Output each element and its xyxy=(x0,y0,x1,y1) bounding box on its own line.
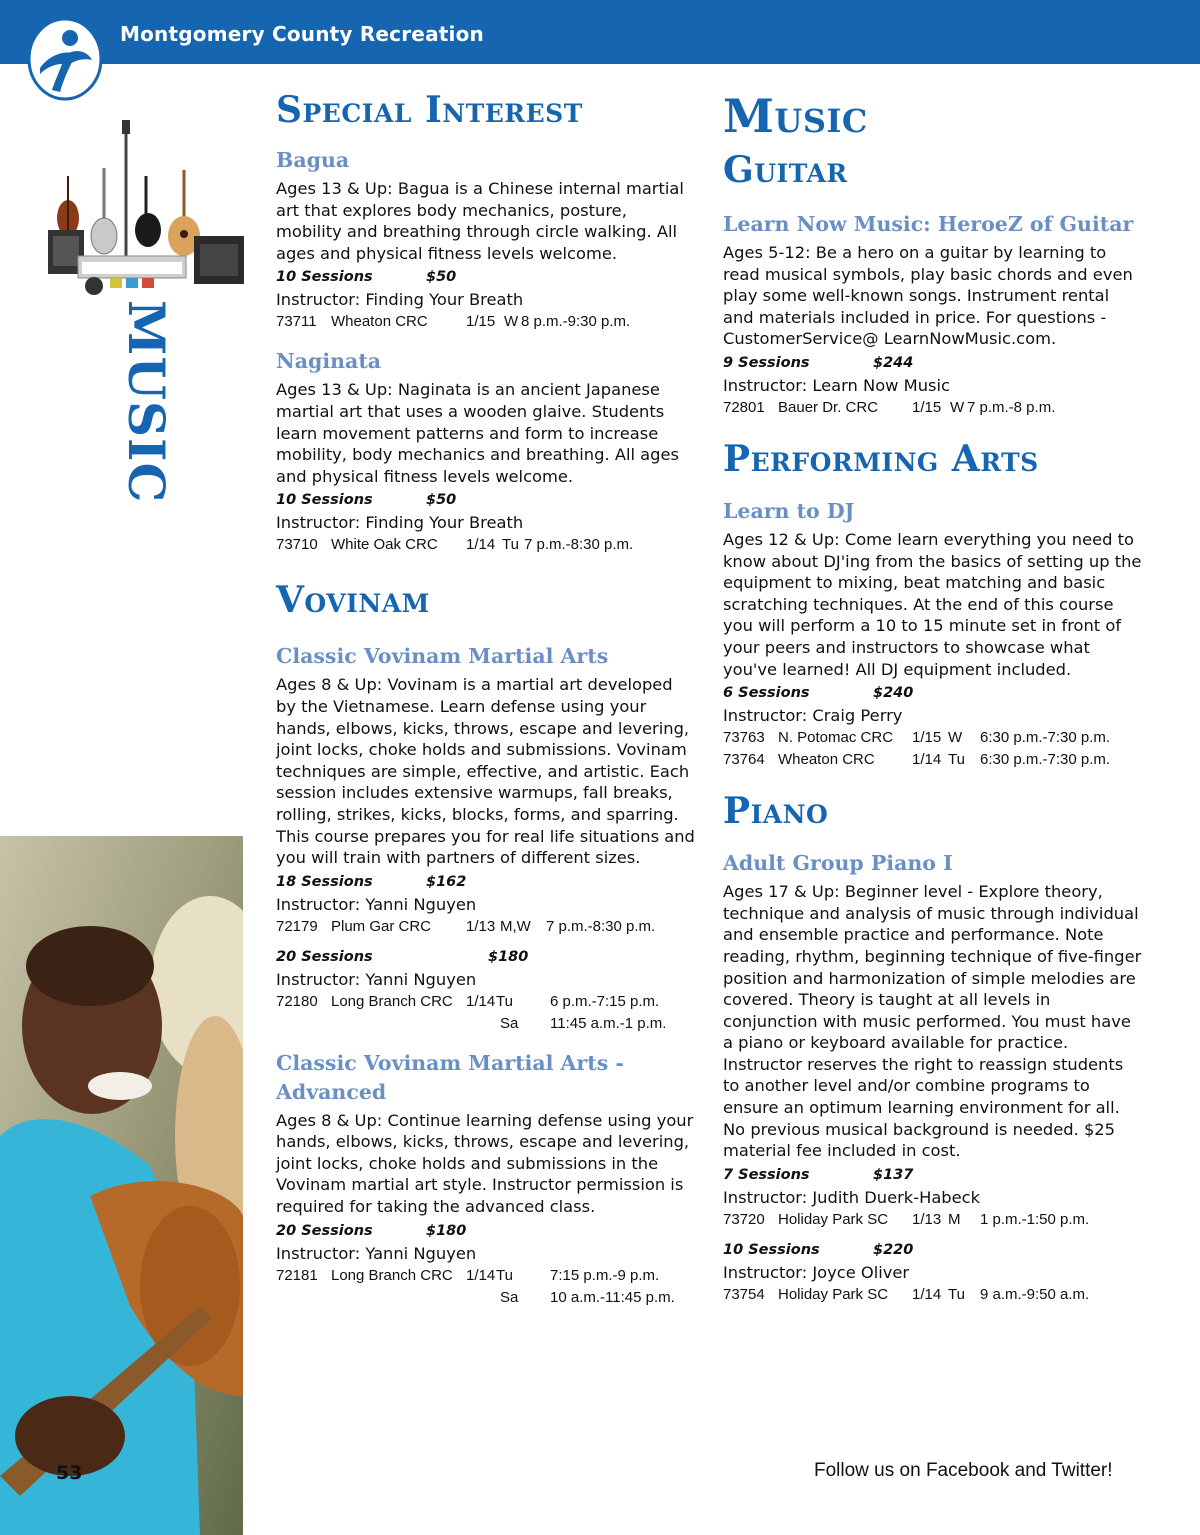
section-heading-guitar: Guitar xyxy=(723,149,848,191)
schedule-row: 72179 Plum Gar CRC 1/13 M,W 7 p.m.-8:30 p.m. xyxy=(276,917,656,935)
instructor: Instructor: Yanni Nguyen xyxy=(276,969,477,989)
header-banner xyxy=(0,0,1200,64)
page-heading-music: Music xyxy=(723,89,868,143)
instructor: Instructor: Judith Duerk-Habeck xyxy=(723,1187,981,1207)
course-description: Ages 17 & Up: Beginner level - Explore theory, technique and analysis of music through individual and ensemble practice and performance. Note reading, rhythm, beginning technique of five-finger position and harmonization of simple melodies are covered. Theory is taught at all levels in conjunction with music performed. You must have a piano or keyboard available for practice. Instructor reserves the right to reassign students to another level and/or combine programs to ensure an optimum learning environment for all. No previous musical background is needed. $25 material fee included in cost. xyxy=(723,882,1142,1161)
instructor: Instructor: Finding Your Breath xyxy=(276,513,524,533)
course-title-adult-group-piano: Adult Group Piano I xyxy=(723,851,953,876)
course-title-bagua: Bagua xyxy=(276,148,350,172)
sessions-price: 10 Sessions $220 xyxy=(723,1241,914,1258)
section-heading-piano: Piano xyxy=(723,790,829,833)
instructor: Instructor: Joyce Oliver xyxy=(723,1262,910,1282)
musical-instruments-illustration xyxy=(44,118,250,298)
sessions-price: 20 Sessions $180 xyxy=(276,1222,467,1239)
sessions-price: 10 Sessions $50 xyxy=(276,492,457,509)
page-number: 53 xyxy=(56,1462,83,1484)
schedule-row: Sa 11:45 a.m.-1 p.m. xyxy=(500,1014,667,1032)
social-follow-text: Follow us on Facebook and Twitter! xyxy=(814,1460,1113,1481)
instructor: Instructor: Learn Now Music xyxy=(723,375,950,395)
course-title-classic-vovinam: Classic Vovinam Martial Arts xyxy=(276,644,609,669)
sessions-price: 7 Sessions $137 xyxy=(723,1166,914,1183)
course-title-heroez-of-guitar: Learn Now Music: HeroeZ of Guitar xyxy=(723,212,1134,236)
course-description: Ages 13 & Up: Bagua is a Chinese internal martial art that explores body mechanics, posture, mobility and breathing through circle walking. All ages and physical fitness levels welcome. xyxy=(276,179,684,263)
schedule-row: 73720 Holiday Park SC 1/13 M 1 p.m.-1:50 p.m. xyxy=(723,1210,1090,1228)
instructor: Instructor: Finding Your Breath xyxy=(276,290,524,310)
instructor: Instructor: Yanni Nguyen xyxy=(276,894,477,914)
left-column xyxy=(276,88,696,1309)
schedule-row: Sa 10 a.m.-11:45 p.m. xyxy=(500,1288,675,1306)
schedule-row: 73763 N. Potomac CRC 1/15 W 6:30 p.m.-7:30 p.m. xyxy=(723,729,1111,747)
sessions-price: 10 Sessions $50 xyxy=(276,269,457,286)
course-description: Ages 5-12: Be a hero on a guitar by learning to read musical symbols, play basic chords and even play some well-known songs. Instrument rental and materials included in price. For questions - CustomerService@ LearnNowMusic.com. xyxy=(723,243,1133,349)
schedule-row: 73754 Holiday Park SC 1/14 Tu 9 a.m.-9:50 a.m. xyxy=(723,1285,1090,1303)
sessions-price: 20 Sessions $180 xyxy=(276,948,529,965)
header-title: Montgomery County Recreation xyxy=(120,22,484,46)
course-title-learn-to-dj: Learn to DJ xyxy=(723,498,855,523)
course-description: Ages 13 & Up: Naginata is an ancient Japanese martial art that uses a wooden glaive. Students learn movement patterns and form to increase mobility, body mechanics and breathing. All ages and physical fitness levels welcome. xyxy=(276,380,679,486)
schedule-row: 73711 Wheaton CRC 1/15 W 8 p.m.-9:30 p.m. xyxy=(276,313,631,331)
instructor: Instructor: Yanni Nguyen xyxy=(276,1243,477,1263)
section-heading-special-interest: Special Interest xyxy=(276,89,583,131)
sidebar-vertical-title: MUSIC xyxy=(117,300,176,504)
right-column xyxy=(723,88,1143,1306)
schedule-row: 72801 Bauer Dr. CRC 1/15 W 7 p.m.-8 p.m. xyxy=(723,398,1056,416)
instructor: Instructor: Craig Perry xyxy=(723,706,903,726)
course-description: Ages 12 & Up: Come learn everything you need to know about DJ'ing from the basics of setting up the equipment to mixing, beat matching and basic scratching techniques. At the end of this course you will perform a 10 to 15 minute set in front of your peers and instructors to showcase what you've learned! All DJ equipment included. xyxy=(723,529,1142,679)
schedule-row: 73710 White Oak CRC 1/14 Tu 7 p.m.-8:30 p.m. xyxy=(276,536,634,554)
schedule-row: 72180 Long Branch CRC 1/14 Tu 6 p.m.-7:15 p.m. xyxy=(276,992,660,1010)
sessions-price: 6 Sessions $240 xyxy=(723,685,914,702)
course-title-naginata: Naginata xyxy=(276,349,382,374)
schedule-row: 73764 Wheaton CRC 1/14 Tu 6:30 p.m.-7:30 p.m. xyxy=(723,751,1111,769)
sessions-price: 9 Sessions $244 xyxy=(723,354,914,371)
course-title-classic-vovinam-advanced: Classic Vovinam Martial Arts - Advanced xyxy=(276,1050,624,1104)
section-heading-performing-arts: Performing Arts xyxy=(723,437,1039,480)
schedule-row: 72181 Long Branch CRC 1/14 Tu 7:15 p.m.-9 p.m. xyxy=(276,1266,660,1284)
sessions-price: 18 Sessions $162 xyxy=(276,873,467,890)
boy-with-guitar-photo xyxy=(0,836,243,1535)
rec-logo-icon xyxy=(26,16,104,102)
course-description: Ages 8 & Up: Continue learning defense using your hands, elbows, kicks, throws, escape and levering, joint locks, choke holds and submissions in the Vovinam martial art style. Instructor permission is required for taking the advanced class. xyxy=(276,1110,694,1217)
course-description: Ages 8 & Up: Vovinam is a martial art developed by the Vietnamese. Learn defense using your hands, elbows, kicks, throws, escape and levering, joint locks, choke holds and submissions. Vovinam techniques are simple, effective, and artistic. Each session includes extensive warmups, fall breaks, rolling, strikes, kicks, blocks, forms, and sparring. This course prepares you for real life situations and you will train with partners of different sizes. xyxy=(276,675,695,868)
section-heading-vovinam: Vovinam xyxy=(276,579,430,622)
